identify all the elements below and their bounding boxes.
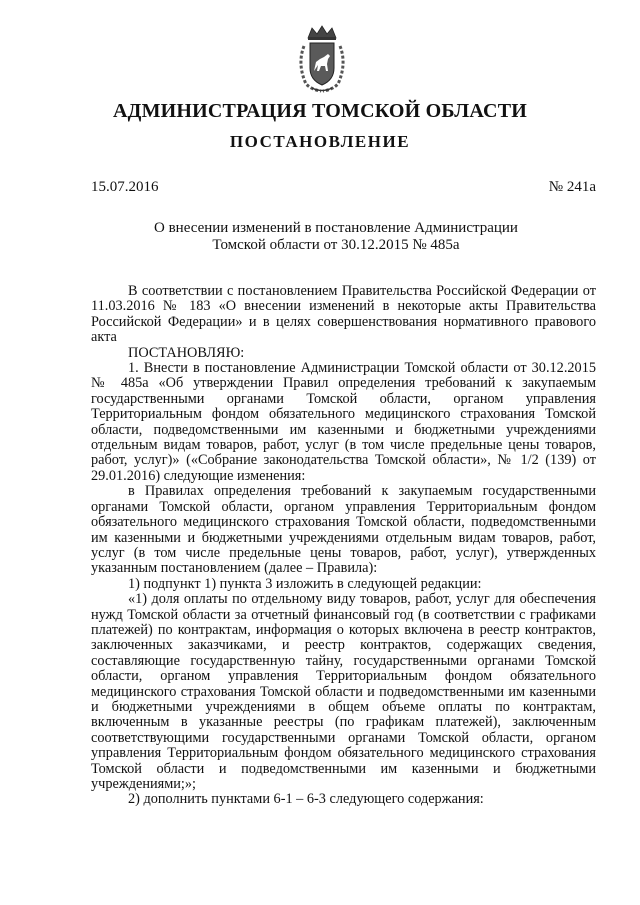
organization-title: АДМИНИСТРАЦИЯ ТОМСКОЙ ОБЛАСТИ <box>112 100 528 122</box>
document-type: ПОСТАНОВЛЕНИЕ <box>229 132 411 151</box>
coat-of-arms-emblem <box>294 24 350 94</box>
subject-line: Томской области от 30.12.2015 № 485а <box>212 237 460 253</box>
body-paragraph: «1) доля оплаты по отдельному виду товаров, работ, услуг для обеспечения нужд Томской области за отчетный финансовый год (в соответствии с графиками платежей) по контрактам, информация о которых включена в реестр контрактов, заключенных заказчиками, и реестр контрактов, содержащих сведения, составляющие государственную тайну, государственными органами Томской области, органом управления Территориальным фондом обязательного медицинского страхования Томской области и подведомственными им казенными и бюджетными учреждениями в общем объеме оплаты по контрактам, включенным в указанные реестры (по графикам платежей), заключенным соответствующими государственными органами Томской области, органом управления Территориальным фондом обязательного медицинского страхования Томской области и подведомственными им казенными и бюджетными учреждениями;»; <box>91 591 596 792</box>
body-paragraph: 1) подпункт 1) пункта 3 изложить в следующей редакции: <box>128 575 482 592</box>
document-subject <box>150 220 522 254</box>
preamble-paragraph: В соответствии с постановлением Правительства Российской Федерации от 11.03.2016 № 183 «О внесении изменений в некоторые акты Правительства Российской Федерации» и в целях совершенствования нормативного правового акта <box>91 283 596 346</box>
resolution-heading: ПОСТАНОВЛЯЮ: <box>128 344 245 361</box>
body-paragraph: в Правилах определения требований к закупаемым государственными органами Томской области, органом управления Территориальным фондом обязательного медицинского страхования Томской области, подведомственными им казенными и бюджетными учреждениями отдельным видам товаров, работ, услуг (в том числе предельные цены товаров, работ, услуг), утвержденных указанным постановлением (далее – Правила): <box>91 483 596 577</box>
subject-line: О внесении изменений в постановление Администрации <box>154 220 518 236</box>
document-date: 15.07.2016 <box>91 179 159 195</box>
body-paragraph: 1. Внести в постановление Администрации Томской области от 30.12.2015 № 485а «Об утверждении Правил определения требований к закупаемым государственными органами Томской области, органом управления Территориальным фондом обязательного медицинского страхования Томской области, подведомственными им казенными и бюджетными учреждениями отдельным видам товаров, работ, услуг (в том числе предельные цены товаров, работ, услуг)» («Собрание законодательства Томской области», № 1/2 (139) от 29.01.2016) следующие изменения: <box>91 360 596 484</box>
document-number: № 241а <box>548 179 596 195</box>
document-body <box>91 284 596 808</box>
body-paragraph: 2) дополнить пунктами 6-1 – 6-3 следующего содержания: <box>128 791 484 808</box>
